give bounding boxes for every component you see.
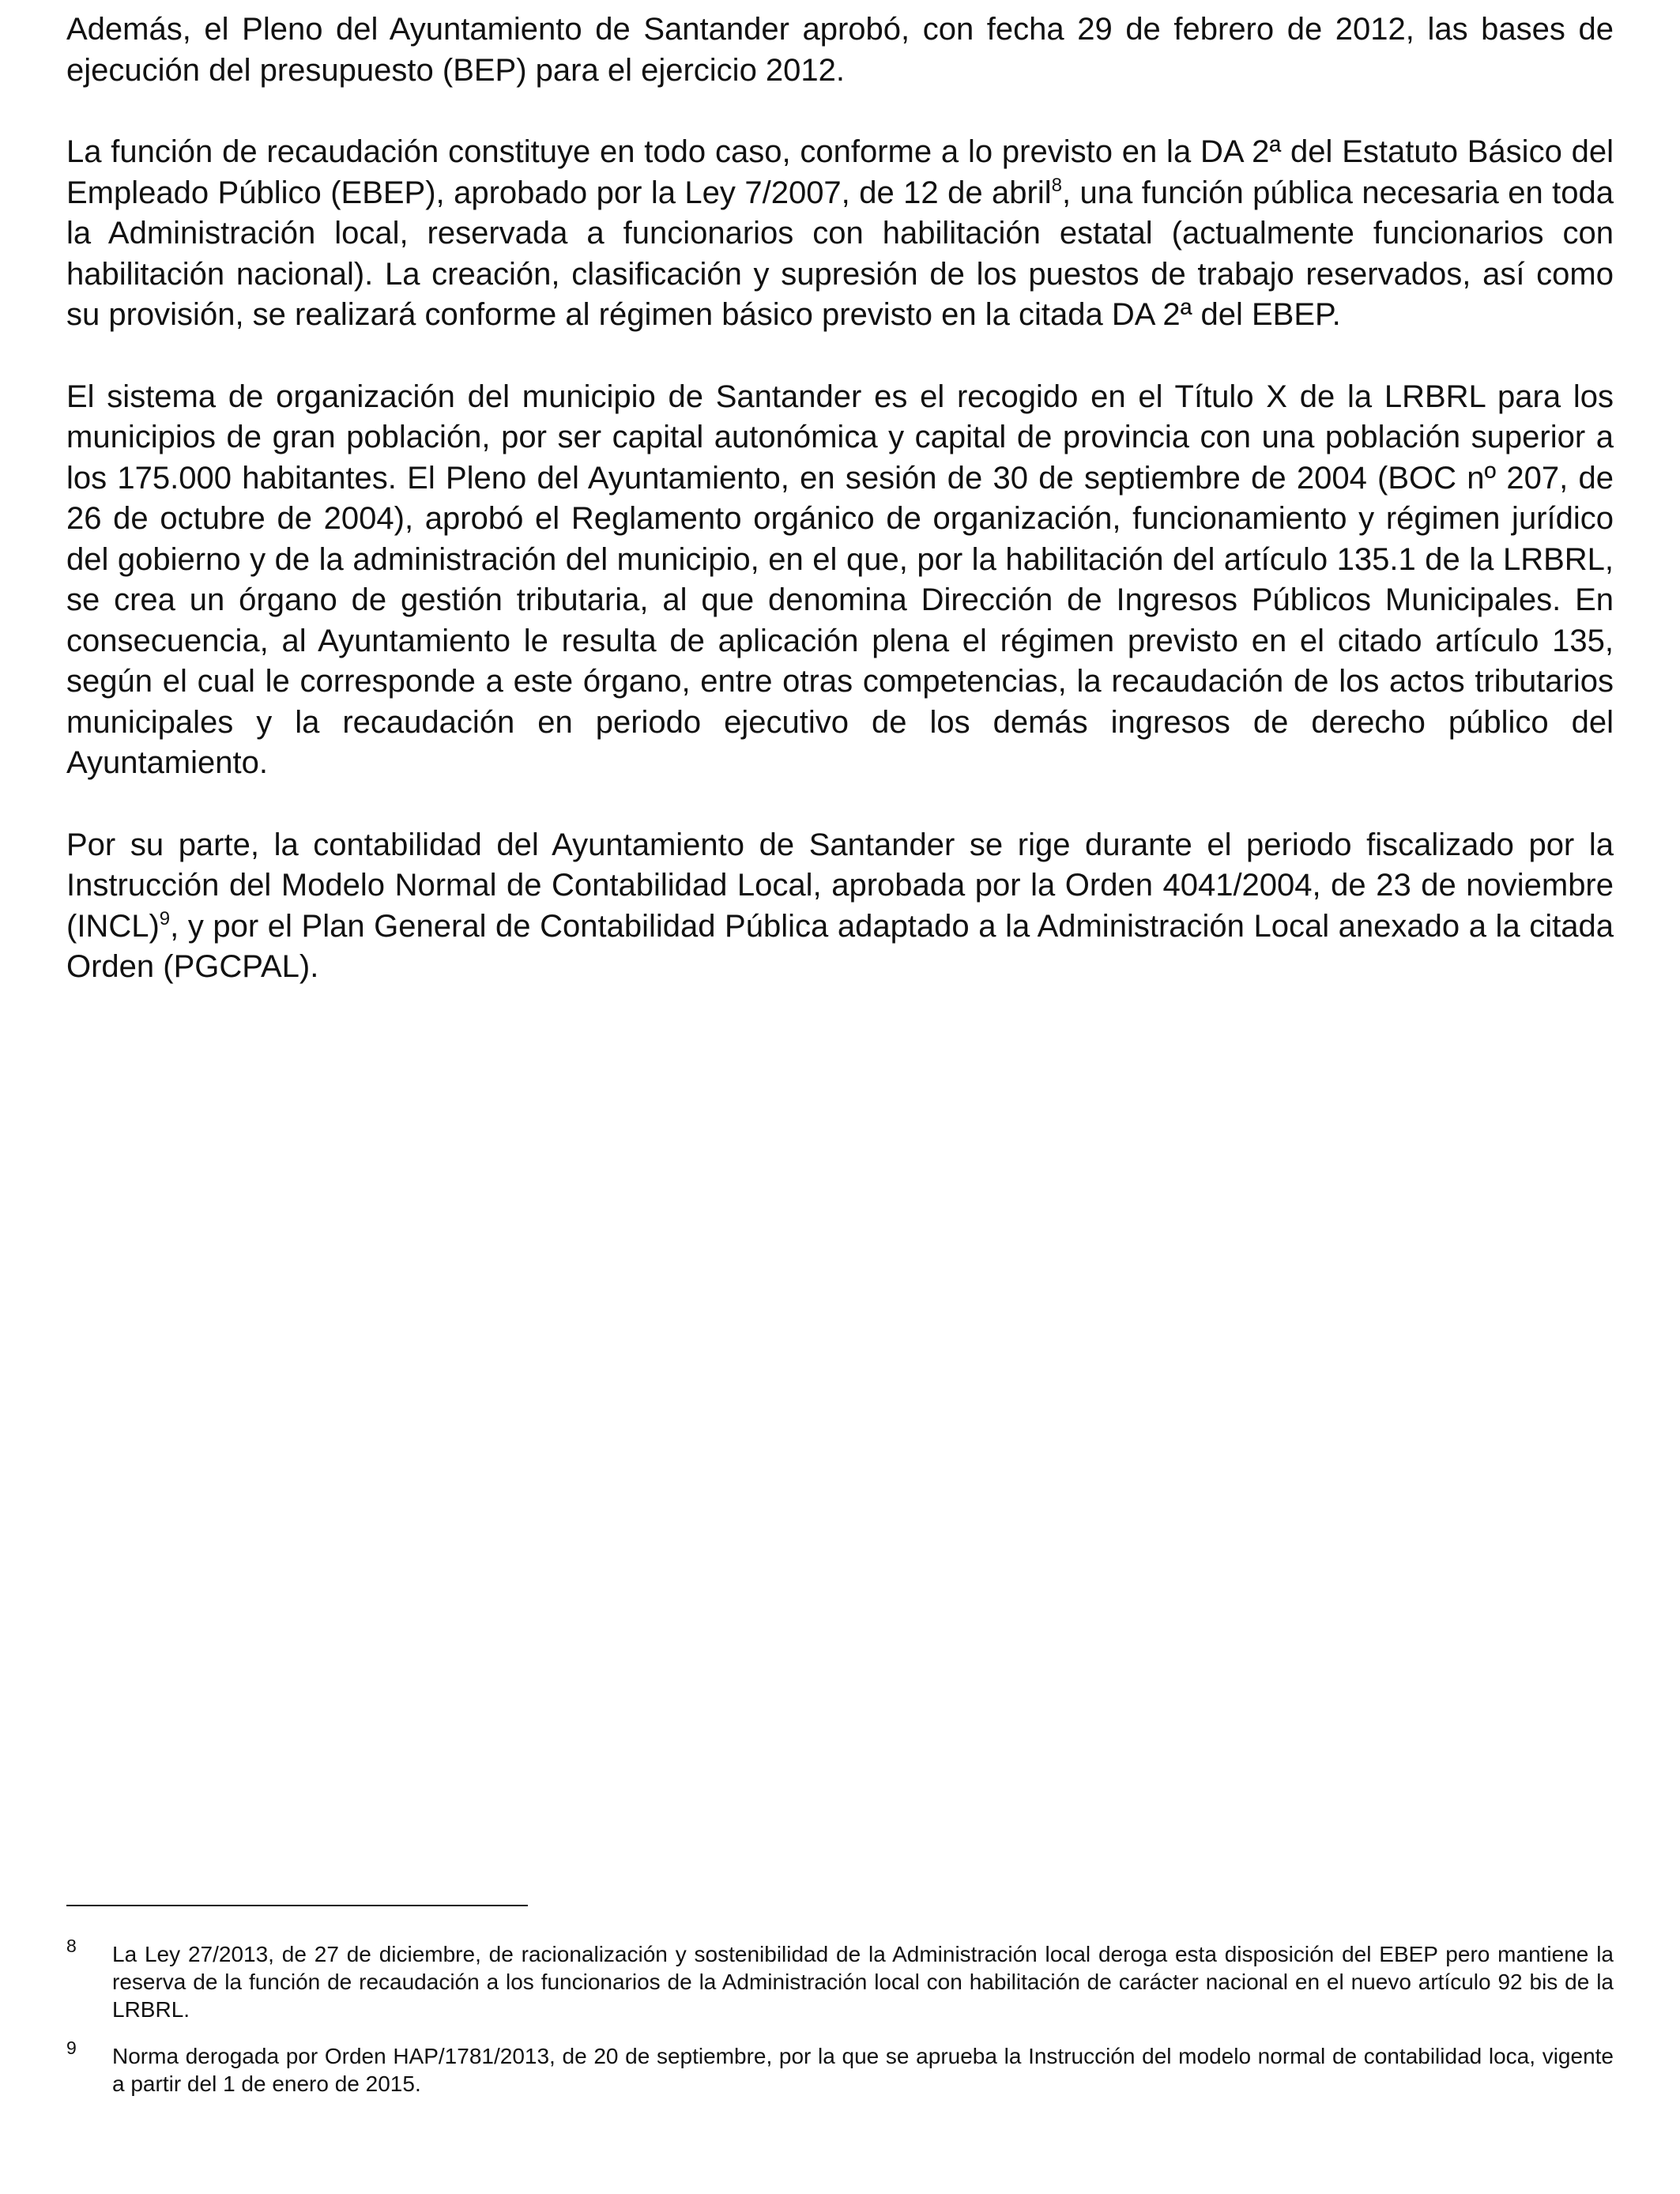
footnote-8	[66, 1936, 1614, 2023]
footnote-text: La Ley 27/2013, de 27 de diciembre, de racionalización y sostenibilidad de la Administración local deroga esta disposición del EBEP pero mantiene la reserva de la función de recaudación a los funcionarios de la Administración local con habilitación de carácter nacional en el nuevo artículo 92 bis de la LRBRL.	[112, 1942, 1614, 2022]
paragraph-accounting	[66, 825, 1614, 988]
document-page	[66, 0, 1614, 2194]
footnote-marker: 9	[66, 2038, 77, 2058]
paragraph-text: Además, el Pleno del Ayuntamiento de Santander aprobó, con fecha 29 de febrero de 2012, las bases de ejecución del presupuesto (BEP) para el ejercicio 2012.	[66, 12, 1614, 88]
footnotes-section	[66, 1936, 1614, 2117]
footnote-separator	[66, 1905, 528, 1906]
paragraph-text-before-ref: Por su parte, la contabilidad del Ayuntamiento de Santander se rige durante el periodo fiscalizado por la Instrucción del Modelo Normal de Contabilidad Local, aprobada por la Orden 4041/2004, de 23 de noviembre (INCL)	[66, 827, 1614, 944]
paragraph-text-after-ref: , y por el Plan General de Contabilidad Pública adaptado a la Administración Local anexado a la citada Orden (PGCPAL).	[66, 908, 1614, 984]
paragraph-text-after-ref: , una función pública necesaria en toda la Administración local, reservada a funcionarios con habilitación estatal (actualmente funcionarios con habilitación nacional). La creación, clasificación y supresión de los puestos de trabajo reservados, así como su provisión, se realizará conforme al régimen básico previsto en la citada DA 2ª del EBEP.	[66, 175, 1614, 332]
paragraph-text-before-ref: La función de recaudación constituye en todo caso, conforme a lo previsto en la DA 2ª del Estatuto Básico del Empleado Público (EBEP), aprobado por la Ley 7/2007, de 12 de abril	[66, 134, 1614, 210]
body-text	[66, 9, 1614, 1029]
paragraph-recaudacion-function	[66, 132, 1614, 336]
footnote-text: Norma derogada por Orden HAP/1781/2013, de 20 de septiembre, por la que se aprueba la Instrucción del modelo normal de contabilidad loca, vigente a partir del 1 de enero de 2015.	[112, 2044, 1614, 2096]
footnote-reference-9[interactable]: 9	[159, 907, 171, 929]
footnote-marker: 8	[66, 1936, 77, 1956]
footnote-reference-8[interactable]: 8	[1051, 174, 1062, 196]
footnote-9	[66, 2038, 1614, 2098]
paragraph-bep-approval	[66, 9, 1614, 91]
paragraph-text: El sistema de organización del municipio de Santander es el recogido en el Título X de la LRBRL para los municipios de gran población, por ser capital autonómica y capital de provincia con una población superior a los 175.000 habitantes. El Pleno del Ayuntamiento, en sesión de 30 de septiembre de 2004 (BOC nº 207, de 26 de octubre de 2004), aprobó el Reglamento orgánico de organización, funcionamiento y régimen jurídico del gobierno y de la administración del municipio, en el que, por la habilitación del artículo 135.1 de la LRBRL, se crea un órgano de gestión tributaria, al que denomina Dirección de Ingresos Públicos Municipales. En consecuencia, al Ayuntamiento le resulta de aplicación plena el régimen previsto en el citado artículo 135, según el cual le corresponde a este órgano, entre otras competencias, la recaudación de los actos tributarios municipales y la recaudación en periodo ejecutivo de los demás ingresos de derecho público del Ayuntamiento.	[66, 379, 1614, 780]
paragraph-organization-system	[66, 377, 1614, 784]
